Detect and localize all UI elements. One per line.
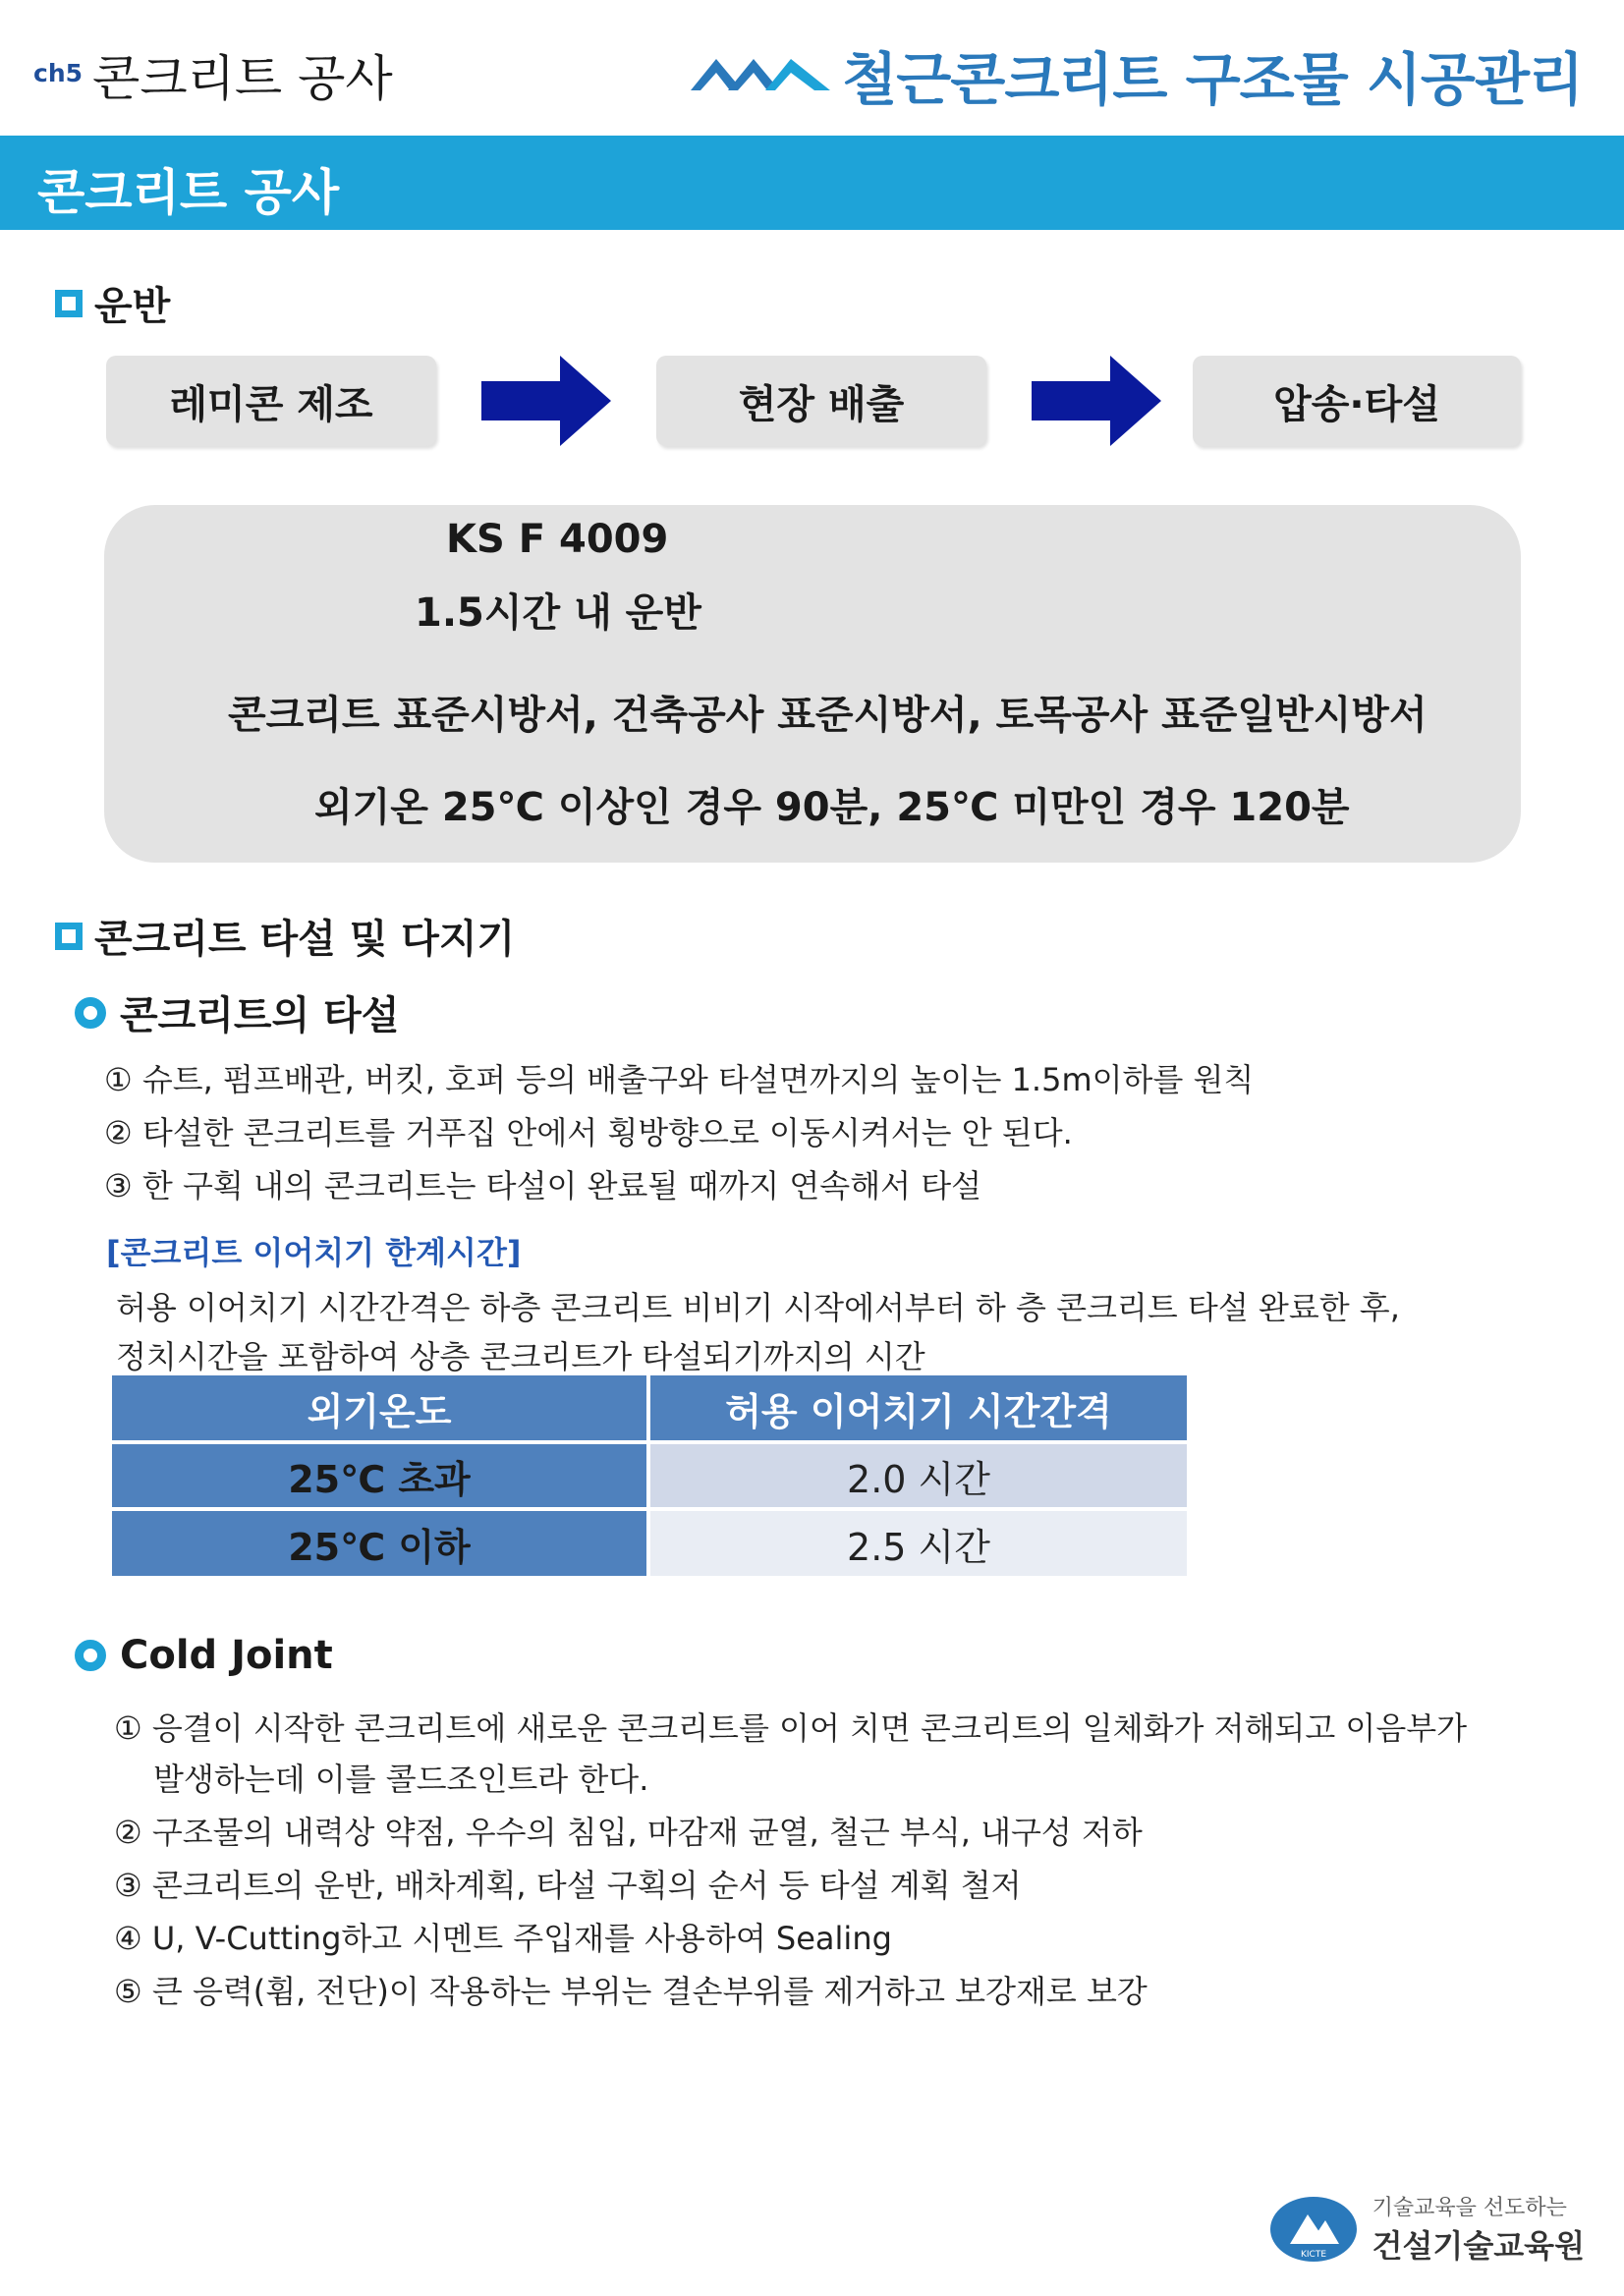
table-cell: 2.5 시간 (650, 1511, 1187, 1576)
chapter-title: 콘크리트 공사 (92, 50, 393, 107)
right-arrow-icon (481, 356, 611, 446)
section-heading-transport (55, 275, 170, 331)
subsection-title: 콘크리트의 타설 (120, 993, 400, 1038)
note-line: 허용 이어치기 시간간격은 하층 콘크리트 비비기 시작에서부터 하 층 콘크리트 타설 완료한 후, (116, 1289, 1400, 1326)
info-temp-rule: 외기온 25℃ 이상인 경우 90분, 25℃ 미만인 경우 120분 (314, 785, 1350, 830)
footer-slogan: 기술교육을 선도하는 (1372, 2196, 1567, 2220)
right-arrow-icon (1032, 356, 1161, 446)
section-heading-placing (55, 908, 515, 964)
chapter-label (33, 39, 393, 110)
ring-bullet-icon (75, 1640, 106, 1671)
section-title: 콘크리트 타설 및 다지기 (94, 917, 516, 962)
square-bullet-icon (55, 290, 83, 317)
table-row-header: 25℃ 이하 (112, 1511, 646, 1576)
footer-brand (1268, 2191, 1585, 2267)
chapter-tag: ch5 (33, 59, 84, 87)
table-cell: 2.0 시간 (650, 1444, 1187, 1507)
page-header (0, 0, 1624, 136)
institute-logo-icon (1268, 2195, 1359, 2264)
note-title: [콘크리트 이어치기 한계시간] (106, 1234, 522, 1271)
joint-time-table (112, 1375, 1187, 1578)
table-row-header: 25℃ 초과 (112, 1444, 646, 1507)
ring-bullet-icon (75, 997, 106, 1029)
table-header-cell: 허용 이어치기 시간간격 (650, 1375, 1187, 1440)
list-item: ③ 콘크리트의 운반, 배차계획, 타설 구획의 순서 등 타설 계획 철저 (114, 1867, 1022, 1904)
flow-step-3: 압송·타설 (1193, 356, 1521, 446)
list-item-continuation: 발생하는데 이를 콜드조인트라 한다. (153, 1761, 649, 1798)
subsection-title: Cold Joint (120, 1633, 333, 1678)
flow-step-1: 레미콘 제조 (106, 356, 436, 446)
section-banner (0, 136, 1624, 230)
banner-title: 콘크리트 공사 (37, 164, 340, 221)
section-title: 운반 (94, 284, 171, 329)
list-item: ② 구조물의 내력상 약점, 우수의 침입, 마감재 균열, 철근 부식, 내구성 저하 (114, 1814, 1143, 1851)
footer-org: 건설기술교육원 (1372, 2227, 1585, 2265)
transport-info-box (104, 505, 1521, 863)
info-limit: 1.5시간 내 운반 (415, 590, 701, 636)
flow-step-2: 현장 배출 (656, 356, 986, 446)
square-bullet-icon (55, 923, 83, 950)
list-item: ① 슈트, 펌프배관, 버킷, 호퍼 등의 배출구와 타설면까지의 높이는 1.5m이하를 원칙 (104, 1061, 1255, 1098)
info-standard: KS F 4009 (446, 517, 669, 562)
list-item: ③ 한 구획 내의 콘크리트는 타설이 완료될 때까지 연속해서 타설 (104, 1167, 982, 1204)
subsection-heading-placing (75, 984, 399, 1040)
list-item: ① 응결이 시작한 콘크리트에 새로운 콘크리트를 이어 치면 콘크리트의 일체화가 저해되고 이음부가 (114, 1709, 1468, 1747)
info-specs: 콘크리트 표준시방서, 건축공사 표준시방서, 토목공사 표준일반시방서 (228, 693, 1428, 738)
table-header-cell: 외기온도 (112, 1375, 646, 1440)
subsection-heading-cold-joint (75, 1633, 333, 1678)
course-heading (691, 33, 1583, 116)
note-line: 정치시간을 포함하여 상층 콘크리트가 타설되기까지의 시간 (116, 1338, 925, 1375)
list-item: ⑤ 큰 응력(휨, 전단)이 작용하는 부위는 결손부위를 제거하고 보강재로 보강 (114, 1973, 1148, 2010)
list-item: ④ U, V-Cutting하고 시멘트 주입재를 사용하여 Sealing (114, 1920, 892, 1957)
list-item: ② 타설한 콘크리트를 거푸집 안에서 횡방향으로 이동시켜서는 안 된다. (104, 1114, 1073, 1151)
course-title: 철근콘크리트 구조물 시공관리 (842, 46, 1583, 113)
mountain-logo-icon (691, 51, 830, 98)
logo-caption: KICTE (1300, 2249, 1326, 2260)
